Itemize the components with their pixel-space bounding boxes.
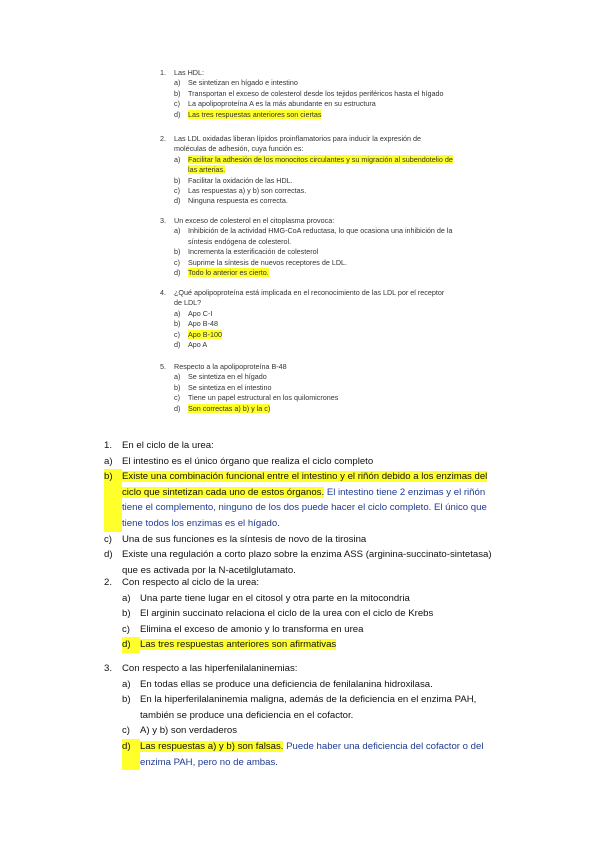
- question-stem: Las LDL oxidadas liberan lípidos proinflamatorios para inducir la expresión de: [174, 134, 422, 143]
- question-number: 4.: [160, 288, 166, 297]
- option-text: Inhibición de la actividad HMG-CoA reductasa, lo que ocasiona una inhibición de la: [188, 226, 453, 236]
- answer-explanation: Puede haber una deficiencia del cofactor o del enzima PAH, pero no de ambas.: [140, 740, 484, 768]
- option-letter: a): [174, 154, 181, 164]
- highlighted-answer: Facilitar la adhesión de los monocitos circulantes y su migración al subendotelio de: [188, 154, 453, 164]
- option-letter: b): [174, 247, 181, 257]
- highlighted-answer: Son correctas a) b) y la c): [188, 403, 271, 413]
- question-stem: Con respecto al ciclo de la urea:: [122, 577, 260, 588]
- option-text: Las respuestas a) y b) son correctas.: [188, 186, 307, 196]
- option-text-continued: síntesis endógena de colesterol.: [188, 236, 292, 246]
- option-text: Suprime la síntesis de nuevos receptores de LDL.: [188, 257, 348, 267]
- option-text: Apo C-I: [188, 308, 213, 318]
- small-question-5: [160, 362, 460, 414]
- question-stem: de LDL?: [174, 298, 202, 308]
- option-text: En la hiperferilalaninemia maligna, además de la deficiencia en el enzima PAH, también se produce una deficiencia en el cofactor.: [140, 694, 477, 721]
- option-letter: c): [174, 186, 180, 196]
- option-letter: a): [122, 678, 131, 690]
- question-number: 2.: [104, 577, 113, 588]
- option-text: A) y b) son verdaderos: [140, 725, 238, 737]
- option-text: Existe una regulación a corto plazo sobre la enzima ASS (arginina-succinato-sintetasa) que es activada por la N-acetilglutamato.: [122, 549, 492, 576]
- highlighted-answer: Las tres respuestas anteriores son afirmativas: [140, 639, 337, 651]
- option-letter: a): [104, 455, 113, 467]
- small-question-1: [160, 68, 460, 120]
- question-stem: En el ciclo de la urea:: [122, 440, 214, 451]
- question-stem: Respecto a la apolipoproteína B-48: [174, 362, 287, 371]
- question-number: 5.: [160, 362, 166, 371]
- option-text: Una parte tiene lugar en el citosol y otra parte en la mitocondria: [140, 592, 410, 604]
- option-letter: c): [122, 725, 130, 737]
- option-text: Apo A: [188, 340, 208, 350]
- option-letter: d): [122, 637, 140, 653]
- option-text: Incrementa la esterificación de colesterol: [188, 247, 319, 257]
- option-text: Elimina el exceso de amonio y lo transforma en urea: [140, 623, 364, 635]
- small-question-3: [160, 216, 460, 278]
- option-letter: d): [174, 196, 181, 206]
- question-number: 1.: [104, 440, 113, 451]
- option-letter: b): [174, 175, 181, 185]
- question-stem: Las HDL:: [174, 68, 204, 77]
- option-letter: b): [174, 88, 181, 98]
- option-letter: c): [104, 533, 112, 545]
- option-text: Facilitar la oxidación de las HDL.: [188, 175, 293, 185]
- question-stem: ¿Qué apolipoproteína está implicada en el reconocimiento de las LDL por el receptor: [174, 288, 445, 297]
- option-letter: c): [122, 623, 130, 635]
- question-number: 1.: [160, 68, 166, 77]
- question-stem: moléculas de adhesión, cuya función es:: [174, 144, 304, 154]
- option-letter: c): [174, 329, 180, 339]
- option-letter: a): [174, 226, 181, 236]
- option-letter: d): [174, 268, 181, 278]
- option-text: Una de sus funciones es la síntesis de novo de la tirosina: [122, 533, 367, 545]
- option-text: En todas ellas se produce una deficiencia de fenilalanina hidroxilasa.: [140, 678, 433, 690]
- option-text: La apolipoproteína A es la más abundante en su estructura: [188, 99, 376, 109]
- option-text: Apo B-48: [188, 319, 218, 329]
- option-letter: a): [122, 592, 131, 604]
- option-letter: b): [104, 469, 122, 531]
- highlighted-answer: Existe una combinación funcional entre el intestino y el riñón debido a los enzimas del ciclo que sintetizan cada uno de estos órganos.: [122, 471, 488, 498]
- option-letter: d): [174, 109, 181, 119]
- highlighted-answer-continued: las arterias.: [188, 165, 226, 175]
- question-stem: Un exceso de colesterol en el citoplasma provoca:: [174, 216, 335, 225]
- large-question-2: [104, 575, 496, 653]
- answer-explanation: El intestino tiene 2 enzimas y el riñón tiene el complemento, ninguno de los dos puede hacer el ciclo completo. El único que tiene todos los enzimas es el hígado.: [122, 486, 487, 529]
- highlighted-answer: Apo B-100: [188, 329, 222, 339]
- option-text: El arginin succinato relaciona el ciclo de la urea con el ciclo de Krebs: [140, 608, 434, 620]
- option-letter: a): [174, 372, 181, 382]
- large-question-3: [104, 661, 496, 770]
- option-letter: d): [122, 739, 140, 770]
- option-letter: b): [122, 608, 131, 620]
- option-letter: a): [174, 308, 181, 318]
- option-letter: d): [104, 549, 113, 561]
- option-letter: c): [174, 257, 180, 267]
- option-text: Ninguna respuesta es correcta.: [188, 196, 288, 206]
- option-text: Se sintetizan en hígado e intestino: [188, 78, 298, 88]
- option-letter: c): [174, 393, 180, 403]
- option-letter: c): [174, 99, 180, 109]
- option-letter: d): [174, 340, 181, 350]
- question-number: 3.: [160, 216, 166, 225]
- question-stem: Con respecto a las hiperfenilalaninemias:: [122, 663, 298, 674]
- option-letter: a): [174, 78, 181, 88]
- option-text: Tiene un papel estructural en los quilomicrones: [188, 393, 339, 403]
- option-text: Se sintetiza en el hígado: [188, 372, 267, 382]
- option-text: Se sintetiza en el intestino: [188, 382, 272, 392]
- option-letter: b): [174, 382, 181, 392]
- large-question-1: [104, 438, 496, 578]
- small-question-4: [160, 288, 460, 350]
- small-question-2: [160, 134, 460, 207]
- option-text: El intestino es el único órgano que realiza el ciclo completo: [122, 455, 374, 467]
- option-letter: b): [174, 319, 181, 329]
- option-letter: b): [122, 694, 131, 706]
- highlighted-answer: Las tres respuestas anteriores son ciertas: [188, 109, 322, 119]
- option-letter: d): [174, 403, 181, 413]
- highlighted-answer: Todo lo anterior es cierto.: [188, 268, 269, 278]
- option-text: Transportan el exceso de colesterol desde los tejidos periféricos hasta el hígado: [188, 88, 444, 98]
- highlighted-answer: Las respuestas a) y b) son falsas.: [140, 740, 284, 752]
- question-number: 3.: [104, 663, 113, 674]
- question-number: 2.: [160, 134, 166, 143]
